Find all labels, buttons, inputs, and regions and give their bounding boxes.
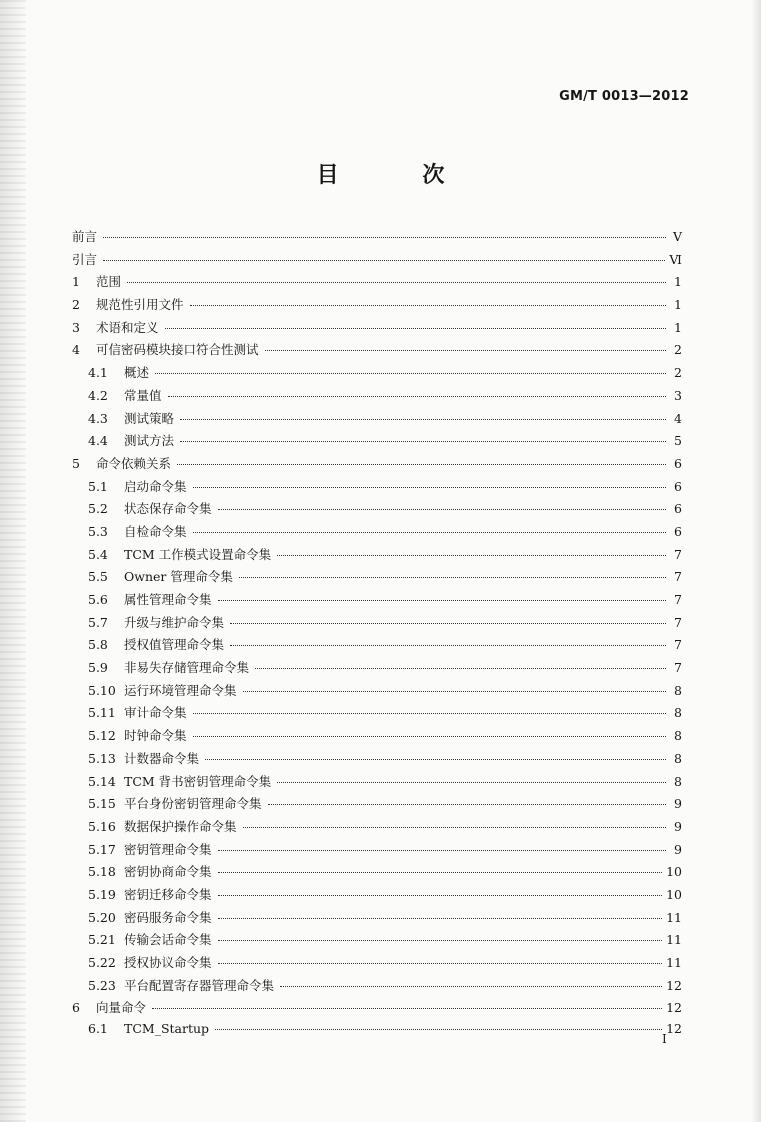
toc-entry-page: 11 bbox=[666, 909, 682, 925]
toc-entry-page: 12 bbox=[666, 1021, 682, 1037]
toc-entry-number: 5.18 bbox=[88, 864, 116, 880]
toc-entry-page: 7 bbox=[674, 592, 682, 607]
toc-entry-title: 密码服务命令集 bbox=[124, 909, 212, 925]
toc-dot-leader bbox=[218, 895, 663, 896]
toc-dot-leader bbox=[190, 305, 666, 306]
toc-entry-number: 5.5 bbox=[88, 569, 108, 585]
toc-dot-leader bbox=[127, 282, 666, 283]
toc-entry-page: 8 bbox=[674, 682, 682, 698]
toc-entry-page: 10 bbox=[666, 864, 682, 880]
toc-entry-number: 5.2 bbox=[88, 501, 108, 517]
toc-entry-page: 12 bbox=[666, 977, 682, 993]
toc-entry-title: 属性管理命令集 bbox=[124, 592, 212, 607]
toc-entry[interactable] bbox=[72, 227, 684, 250]
toc-entry-number: 4.3 bbox=[88, 410, 108, 426]
toc-entry-page: 8 bbox=[674, 728, 682, 744]
toc-entry-number: 5.7 bbox=[88, 614, 108, 630]
toc-entry-page: 1 bbox=[674, 274, 682, 290]
toc-dot-leader bbox=[193, 736, 666, 737]
toc-dot-leader bbox=[103, 237, 666, 238]
toc-entry[interactable] bbox=[72, 295, 684, 318]
toc-entry-title: TCM 背书密钥管理命令集 bbox=[124, 773, 272, 789]
toc-entry-title: 平台配置寄存器管理命令集 bbox=[124, 977, 275, 993]
toc-entry[interactable] bbox=[72, 726, 684, 749]
toc-entry-page: 1 bbox=[674, 297, 682, 313]
toc-entry-page: 6 bbox=[674, 501, 682, 517]
toc-entry-number: 4 bbox=[72, 342, 80, 358]
toc-dot-leader bbox=[218, 918, 663, 919]
toc-dot-leader bbox=[243, 691, 666, 692]
toc-entry-title: 时钟命令集 bbox=[124, 728, 187, 744]
toc-entry-title: 非易失存储管理命令集 bbox=[124, 660, 250, 676]
toc-dot-leader bbox=[177, 464, 666, 465]
toc-entry-number: 5.17 bbox=[88, 841, 116, 857]
toc-entry-title: 数据保护操作命令集 bbox=[124, 818, 237, 834]
toc-entry-title: 传输会话命令集 bbox=[124, 932, 212, 948]
toc-dot-leader bbox=[230, 645, 666, 646]
toc-entry[interactable] bbox=[72, 794, 684, 817]
toc-entry-title: 自检命令集 bbox=[124, 523, 187, 539]
toc-entry-title: 密钥迁移命令集 bbox=[124, 886, 212, 902]
toc-entry-title: 授权值管理命令集 bbox=[124, 637, 225, 653]
page-number: Ⅰ bbox=[662, 1032, 667, 1046]
toc-entry[interactable] bbox=[72, 386, 684, 409]
toc-entry-number: 5.23 bbox=[88, 977, 116, 993]
toc-entry-page: 7 bbox=[674, 546, 682, 562]
toc-entry-number: 2 bbox=[72, 297, 80, 313]
toc-entry[interactable] bbox=[72, 567, 684, 590]
toc-dot-leader bbox=[218, 872, 663, 873]
toc-entry-number: 6.1 bbox=[88, 1021, 108, 1037]
document-code: GM/T 0013—2012 bbox=[559, 89, 689, 104]
toc-entry-number: 5.21 bbox=[88, 932, 116, 948]
toc-dot-leader bbox=[218, 850, 666, 851]
toc-entry-number: 5.8 bbox=[88, 637, 108, 653]
toc-dot-leader bbox=[155, 373, 666, 374]
toc-dot-leader bbox=[165, 328, 666, 329]
toc-entry-number: 5.11 bbox=[88, 705, 116, 721]
toc-entry[interactable] bbox=[72, 590, 684, 613]
toc-entry-page: 5 bbox=[674, 433, 682, 449]
toc-dot-leader bbox=[218, 600, 666, 601]
toc-entry-number: 5.15 bbox=[88, 796, 116, 812]
toc-entry[interactable] bbox=[72, 817, 684, 840]
toc-dot-leader bbox=[243, 827, 666, 828]
toc-dot-leader bbox=[265, 350, 666, 351]
toc-entry-number: 5.13 bbox=[88, 750, 116, 766]
toc-entry-number: 5.1 bbox=[88, 478, 108, 494]
toc-entry[interactable] bbox=[72, 862, 684, 885]
toc-entry[interactable] bbox=[72, 272, 684, 295]
toc-entry-page: 6 bbox=[674, 523, 682, 539]
toc-entry[interactable] bbox=[72, 930, 684, 953]
toc-entry[interactable] bbox=[72, 545, 684, 568]
toc-dot-leader bbox=[280, 986, 662, 987]
toc-entry-title: 密钥管理命令集 bbox=[124, 841, 212, 857]
toc-entry-number: 5.19 bbox=[88, 886, 116, 902]
toc-entry-title: 范围 bbox=[96, 274, 122, 290]
toc-entry-page: 4 bbox=[674, 410, 682, 426]
toc-entry-page: 9 bbox=[674, 818, 682, 834]
toc-dot-leader bbox=[239, 577, 666, 578]
toc-entry-number: 4.2 bbox=[88, 387, 108, 403]
toc-dot-leader bbox=[152, 1008, 662, 1009]
toc-entry-page: 10 bbox=[666, 886, 682, 902]
toc-entry-number: 5.3 bbox=[88, 523, 108, 539]
toc-entry-title: 状态保存命令集 bbox=[124, 501, 212, 517]
toc-entry[interactable] bbox=[72, 658, 684, 681]
toc-entry-number: 5.6 bbox=[88, 592, 108, 607]
toc-entry-number: 5.20 bbox=[88, 909, 116, 925]
toc-entry-title: 审计命令集 bbox=[124, 705, 187, 721]
toc-entry-page: 7 bbox=[674, 614, 682, 630]
toc-entry-title: 密钥协商命令集 bbox=[124, 864, 212, 880]
toc-entry-page: 8 bbox=[674, 750, 682, 766]
toc-entry[interactable] bbox=[72, 998, 684, 1021]
toc-entry-page: 12 bbox=[666, 1000, 682, 1016]
toc-entry[interactable] bbox=[72, 431, 684, 454]
toc-entry-title: 运行环境管理命令集 bbox=[124, 682, 237, 698]
toc-entry-number: 5.14 bbox=[88, 773, 116, 789]
toc-dot-leader bbox=[193, 487, 666, 488]
toc-entry-title: 前言 bbox=[72, 229, 98, 244]
toc-entry-number: 5.22 bbox=[88, 955, 116, 970]
toc-entry-title: 常量值 bbox=[124, 387, 162, 403]
toc-entry[interactable] bbox=[72, 318, 684, 341]
toc-entry-page: 9 bbox=[674, 796, 682, 812]
toc-entry-title: TCM_Startup bbox=[124, 1021, 210, 1037]
toc-entry-page: 1 bbox=[674, 319, 682, 335]
toc-entry-title: 计数器命令集 bbox=[124, 750, 200, 766]
toc-entry-number: 3 bbox=[72, 319, 80, 335]
toc-entry-page: 7 bbox=[674, 660, 682, 676]
toc-entry[interactable] bbox=[72, 522, 684, 545]
toc-entry[interactable] bbox=[72, 477, 684, 500]
toc-entry-title: TCM 工作模式设置命令集 bbox=[124, 546, 272, 562]
toc-entry[interactable] bbox=[72, 885, 684, 908]
toc-entry-page: 7 bbox=[674, 637, 682, 653]
toc-dot-leader bbox=[230, 623, 666, 624]
toc-entry-number: 5.9 bbox=[88, 660, 108, 676]
toc-entry[interactable] bbox=[72, 953, 684, 976]
page-title: 目 次 bbox=[316, 163, 483, 188]
toc-entry-page: 6 bbox=[674, 478, 682, 494]
toc-entry-number: 5.12 bbox=[88, 728, 116, 744]
toc-entry-page: Ⅴ bbox=[672, 229, 682, 244]
toc-dot-leader bbox=[277, 555, 666, 556]
toc-entry-title: 启动命令集 bbox=[124, 478, 187, 494]
toc-entry-title: 升级与维护命令集 bbox=[124, 614, 225, 630]
toc-entry-page: 2 bbox=[674, 342, 682, 358]
toc-entry-number: 5.10 bbox=[88, 682, 116, 698]
toc-entry-page: 8 bbox=[674, 705, 682, 721]
toc-entry-number: 6 bbox=[72, 1000, 80, 1016]
toc-entry-title: 授权协议命令集 bbox=[124, 955, 212, 970]
toc-entry-title: 规范性引用文件 bbox=[96, 297, 184, 313]
toc-entry-title: 向量命令 bbox=[96, 1000, 147, 1016]
toc-entry-page: Ⅵ bbox=[669, 251, 682, 267]
toc-dot-leader bbox=[180, 419, 666, 420]
toc-entry[interactable] bbox=[72, 454, 684, 477]
toc-entry-title: 概述 bbox=[124, 365, 150, 381]
toc-entry-title: 可信密码模块接口符合性测试 bbox=[96, 342, 259, 358]
toc-dot-leader bbox=[180, 441, 666, 442]
toc-entry[interactable] bbox=[72, 840, 684, 863]
toc-entry-number: 1 bbox=[72, 274, 80, 290]
toc-entry-number: 5.4 bbox=[88, 546, 108, 562]
toc-entry[interactable] bbox=[72, 409, 684, 432]
toc-entry[interactable] bbox=[72, 908, 684, 931]
toc-entry[interactable] bbox=[72, 976, 684, 999]
table-of-contents bbox=[72, 227, 684, 1044]
toc-dot-leader bbox=[268, 804, 666, 805]
toc-entry[interactable] bbox=[72, 613, 684, 636]
toc-entry-title: 测试方法 bbox=[124, 433, 175, 449]
toc-entry-page: 2 bbox=[674, 365, 682, 381]
toc-entry-number: 4.1 bbox=[88, 365, 108, 381]
toc-entry[interactable] bbox=[72, 681, 684, 704]
toc-entry[interactable] bbox=[72, 499, 684, 522]
toc-dot-leader bbox=[103, 260, 665, 261]
toc-entry-title: 引言 bbox=[72, 251, 98, 267]
toc-dot-leader bbox=[193, 532, 666, 533]
toc-entry-number: 4.4 bbox=[88, 433, 108, 449]
toc-entry-title: 测试策略 bbox=[124, 410, 175, 426]
toc-dot-leader bbox=[168, 396, 666, 397]
toc-entry-number: 5.16 bbox=[88, 818, 116, 834]
toc-entry-title: 平台身份密钥管理命令集 bbox=[124, 796, 262, 812]
toc-entry-page: 9 bbox=[674, 841, 682, 857]
toc-entry[interactable] bbox=[72, 250, 684, 273]
toc-entry-page: 3 bbox=[674, 387, 682, 403]
toc-dot-leader bbox=[218, 509, 666, 510]
toc-entry-title: 命令依赖关系 bbox=[96, 455, 172, 471]
toc-dot-leader bbox=[218, 963, 663, 964]
toc-entry[interactable] bbox=[72, 749, 684, 772]
toc-entry-page: 8 bbox=[674, 773, 682, 789]
toc-dot-leader bbox=[277, 782, 666, 783]
toc-entry[interactable] bbox=[72, 340, 684, 363]
toc-entry-page: 11 bbox=[666, 955, 682, 970]
toc-dot-leader bbox=[218, 940, 663, 941]
toc-entry-page: 6 bbox=[674, 455, 682, 471]
toc-entry[interactable] bbox=[72, 363, 684, 386]
toc-entry-page: 11 bbox=[666, 932, 682, 948]
toc-entry[interactable] bbox=[72, 772, 684, 795]
toc-entry[interactable] bbox=[72, 703, 684, 726]
toc-dot-leader bbox=[205, 759, 666, 760]
toc-dot-leader bbox=[255, 668, 666, 669]
toc-dot-leader bbox=[215, 1029, 662, 1030]
toc-entry[interactable] bbox=[72, 635, 684, 658]
toc-entry-title: 术语和定义 bbox=[96, 319, 159, 335]
toc-dot-leader bbox=[193, 713, 666, 714]
toc-entry-title: Owner 管理命令集 bbox=[124, 569, 233, 585]
toc-entry-page: 7 bbox=[674, 569, 682, 585]
toc-entry-number: 5 bbox=[72, 455, 80, 471]
toc-entry[interactable] bbox=[72, 1021, 684, 1044]
